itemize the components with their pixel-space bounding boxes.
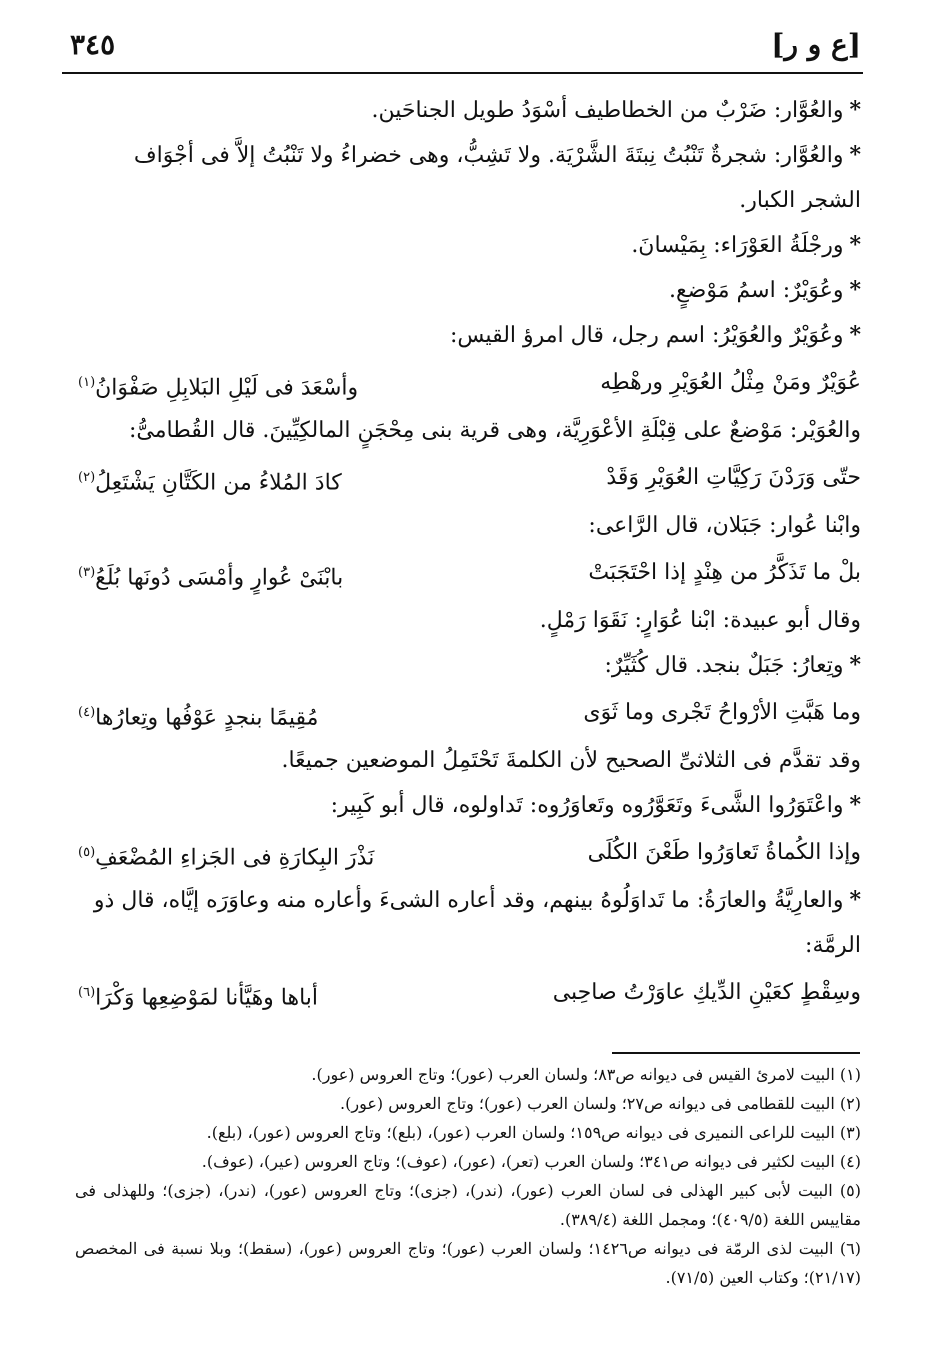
verse-first-hemistich: عُوَيْرٌ ومَنْ مِثْلُ العُوَيْرِ ورهْطِه [600, 370, 861, 395]
footnote-marker: (٢) [78, 470, 96, 485]
entry-line [78, 783, 861, 828]
verse-first-hemistich: وما هَبَّتِ الأرْواحُ تَجْرى وما ثَوَى [583, 700, 861, 725]
footnote: (٥) البيت لأبى كبير الهذلى فى لسان العرب (عور)، (ندر)، (جزى)؛ وتاج العروس (عور)، (ندر)، (جزى)؛ وللهذلى فى مقاييس اللغة (٤٠٩/٥)؛ ومجمل اللغة (٣٨٩/٤). [75, 1181, 861, 1229]
verse [78, 688, 861, 738]
entry-bullet: * [849, 97, 861, 123]
footnote-marker: (٤) [78, 705, 96, 720]
entry-line [78, 223, 861, 268]
verse-second-hemistich: وأسْعَدَ فى لَيْلِ البَلابِلِ صَفْوَانُ$^{(١)}$ [78, 375, 359, 401]
entry-line: وابْنا عُوار: جَبَلان، قال الرَّاعى: [588, 513, 861, 538]
verse [78, 453, 861, 503]
entry-line: وقال أبو عبيدة: ابْنا عُوَارٍ: نَقَوَا رَمْلٍ. [539, 608, 861, 633]
entry-bullet: * [849, 277, 861, 303]
entry-line: وقد تقدَّم فى الثلاثىِّ الصحيح لأن الكلمةَ تَحْتَمِلُ الموضعين جميعًا. [281, 748, 861, 773]
entry-line: والعُوَيْر: مَوْضعٌ على قِبْلَةِ الأعْوَرِيَّة، وهى قرية بنى مِحْجَنٍ المالكِيِّينَ. قال القُطامىُّ: [128, 418, 861, 443]
footnote: (٦) البيت لذى الرمّة فى ديوانه ص١٤٢٦؛ ولسان العرب (عور)؛ وتاج العروس (عور)، (سقط)؛ وبلا نسبة فى المخصص (٢١/١٧)؛ وكتاب العين (٧١/٥). [75, 1239, 861, 1287]
footnote-rule [612, 1052, 860, 1054]
entry-line [78, 268, 861, 313]
verse-second-hemistich: كادَ المُلاءُ من الكَتَّانِ يَشْتَعِلُ$^{(٢)}$ [78, 470, 342, 496]
verse [78, 968, 861, 1018]
entry-bullet: * [849, 322, 861, 348]
root-heading: [ع و ر] [771, 28, 861, 61]
entry-body [78, 88, 861, 1018]
verse-first-hemistich: وإذا الكُماةُ تَعاوَرُوا طَعْنَ الكُلَى [587, 840, 861, 865]
verse-first-hemistich: بلْ ما تَذَكَّرُ من هِنْدٍ إذا احْتَجَبَتْ [588, 560, 861, 585]
entry-text: والعارِيَّةُ والعارَةُ: ما تَداوَلُوهُ بينهم، وقد أعاره الشىءَ وأعاره منه وعاوَرَه إيَّاه، قال ذو الرمَّة: [93, 888, 861, 958]
footnote-marker: (١) [78, 375, 96, 390]
entry-line [78, 878, 861, 968]
entry-text: والعُوَّار: ضَرْبٌ من الخطاطيف أسْوَدُ طويل الجناحَين. [371, 98, 844, 123]
entry-text: وعُوَيْرٌ والعُوَيْرُ: اسم رجل، قال امرؤ القيس: [449, 323, 844, 348]
entry-bullet: * [849, 887, 861, 913]
entry-bullet: * [849, 652, 861, 678]
entry-line [78, 133, 861, 223]
page-number: ٣٤٥ [70, 28, 116, 61]
verse [78, 358, 861, 408]
verse-second-hemistich: مُقِيمًا بنجدٍ عَوْفُها وتِعارُها$^{(٤)}$ [78, 705, 319, 731]
entry-text: والعُوَّار: شجرةٌ تَنْبُتُ نِبتَةَ الشَّرْيَة. ولا تَشِبُّ، وهى خضراءُ ولا تَنْبُتُ إلاَّ فى أجْوَاف الشجر الكبار. [133, 143, 861, 213]
entry-bullet: * [849, 232, 861, 258]
entry-line [78, 643, 861, 688]
footnotes [75, 1060, 861, 1292]
entry-text: ورجْلَةُ العَوْرَاء: بِمَيْسانَ. [631, 233, 844, 258]
entry-line [78, 313, 861, 358]
verse-first-hemistich: وسِقْطٍ كعَيْنِ الدِّيكِ عاوَرْتُ صاحِبى [552, 980, 861, 1005]
footnote-marker: (٦) [78, 985, 96, 1000]
footnote: (٢) البيت للقطامى فى ديوانه ص٢٧؛ ولسان العرب (عور)؛ وتاج العروس (عور). [340, 1094, 861, 1113]
verse-first-hemistich: حتّى وَرَدْنَ رَكِيَّاتِ العُوَيْرِ وَقَدْ [606, 465, 861, 490]
verse [78, 828, 861, 878]
footnote-marker: (٣) [78, 565, 96, 580]
entry-text: وعُوَيْرٌ: اسمُ مَوْضعٍ. [668, 278, 844, 303]
entry-line [78, 88, 861, 133]
footnote: (٣) البيت للراعى النميرى فى ديوانه ص١٥٩؛ ولسان العرب (عور)، (بلع)؛ وتاج العروس (عور)، (بلع). [206, 1123, 861, 1142]
verse-second-hemistich: بابْنَىْ عُوارٍ وأمْسَى دُونَها بُلَعُ$^{(٣)}$ [78, 565, 344, 591]
footnote: (٤) البيت لكثير فى ديوانه ص٣٤١؛ ولسان العرب (تعر)، (عور)، (عوف)؛ وتاج العروس (عير)، (عوف). [201, 1152, 861, 1171]
entry-bullet: * [849, 792, 861, 818]
entry-bullet: * [849, 142, 861, 168]
footnote: (١) البيت لامرئ القيس فى ديوانه ص٨٣؛ ولسان العرب (عور)؛ وتاج العروس (عور). [311, 1065, 861, 1084]
verse-second-hemistich: أباها وهَيَّأنا لمَوْضِعِها وَكْرَا$^{(٦)}$ [78, 985, 319, 1011]
entry-text: واعْتَوَرُوا الشَّىءَ وتَعَوَّرُوه وتَعاوَرُوه: تَداولوه، قال أبو كَبِير: [330, 793, 844, 818]
entry-text: وتِعارُ: جَبَلٌ بنجد. قال كُثَيِّرٌ: [604, 653, 844, 678]
verse-second-hemistich: نَذْرَ البِكارَةِ فى الجَزاءِ المُضْعَفِ$^{(٥)}$ [78, 845, 375, 871]
header-rule [62, 72, 863, 74]
footnote-marker: (٥) [78, 845, 96, 860]
page-header [70, 28, 861, 68]
verse [78, 548, 861, 598]
